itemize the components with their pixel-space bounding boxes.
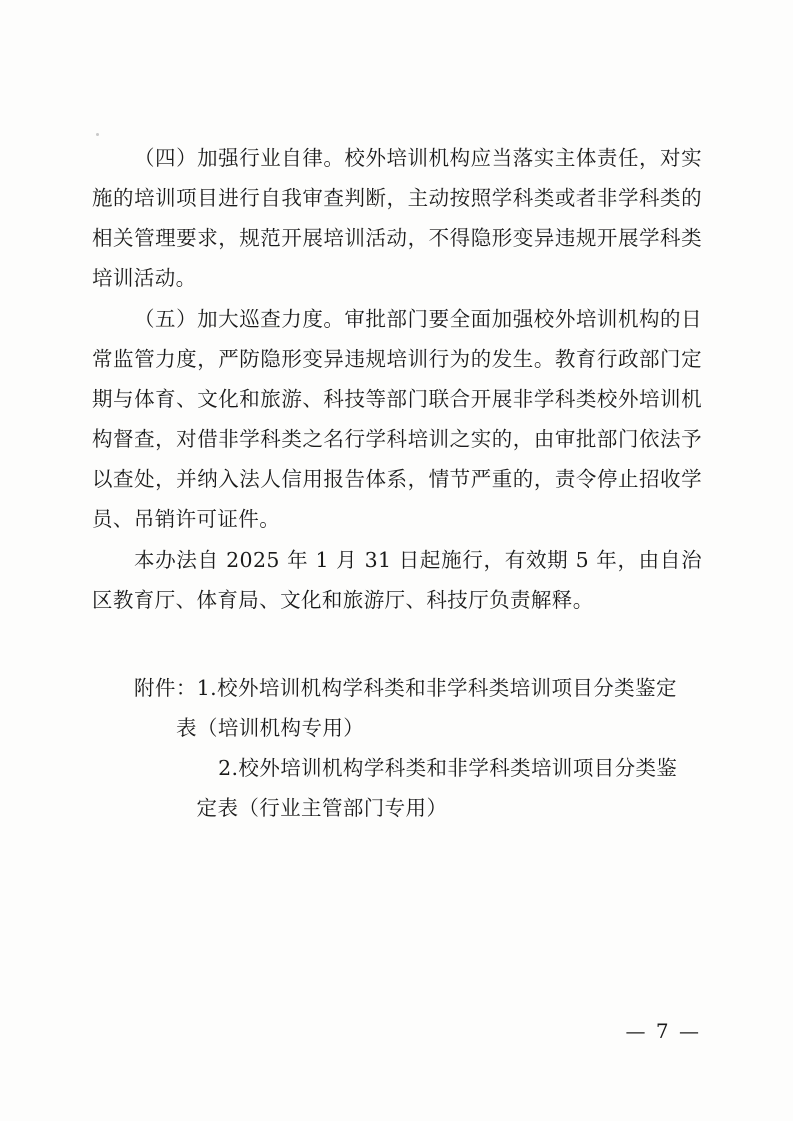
- attachment-item-1-line-2: 表（培训机构专用）: [176, 716, 365, 740]
- paragraph-item-5: （五）加大巡查力度。审批部门要全面加强校外培训机构的日常监管力度，严防隐形变异违规培训行为的发生。教育行政部门定期与体育、文化和旅游、科技等部门联合开展非学科类校外培训机构督查，对借非学科类之名行学科培训之实的，由审批部门依法予以查处，并纳入法人信用报告体系，情节严重的，责令停止招收学员、吊销许可证件。: [92, 307, 702, 531]
- document-body: [92, 138, 702, 828]
- attachment-item-2-line-1: 2.校外培训机构学科类和非学科类培训项目分类鉴: [218, 756, 678, 780]
- attachment-item-1-line-1: 附件：1.校外培训机构学科类和非学科类培训项目分类鉴定: [134, 676, 677, 700]
- paragraph-item-4: （四）加强行业自律。校外培训机构应当落实主体责任，对实施的培训项目进行自我审查判断，主动按照学科类或者非学科类的相关管理要求，规范开展培训活动，不得隐形变异违规开展学科类培训活动。: [92, 146, 702, 290]
- attachment-list: [92, 668, 702, 828]
- attachment-item-2-line-2: 定表（行业主管部门专用）: [196, 796, 448, 820]
- page-number: — 7 —: [625, 1019, 701, 1043]
- paragraph-effective-date: 本办法自 2025 年 1 月 31 日起施行，有效期 5 年，由自治区教育厅、体育局、文化和旅游厅、科技厅负责解释。: [92, 548, 702, 612]
- page-margin-mark: [96, 133, 99, 136]
